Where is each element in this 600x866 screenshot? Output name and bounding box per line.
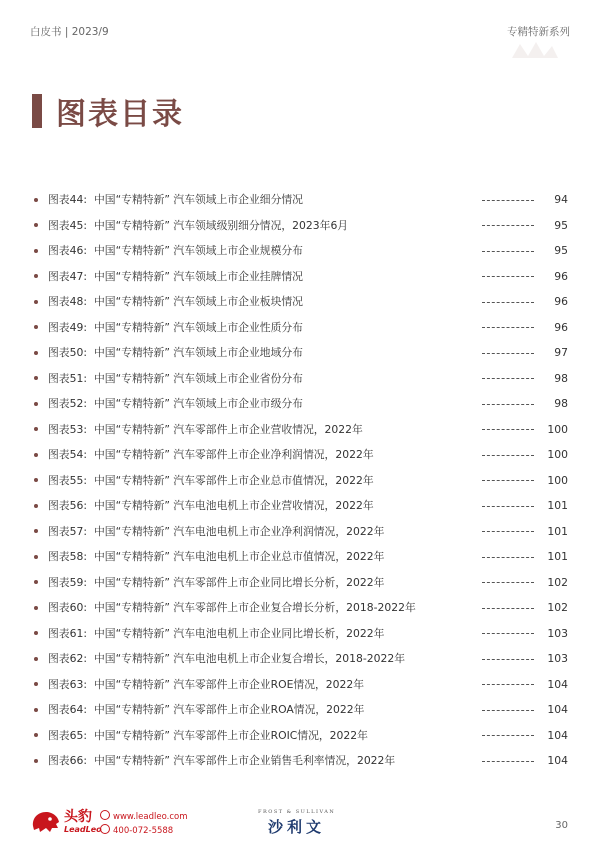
toc-page-number: 98 <box>554 371 568 385</box>
toc-item[interactable] <box>34 340 568 366</box>
bullet-icon <box>34 198 38 202</box>
toc-page-number: 100 <box>547 422 568 436</box>
toc-page-number: 95 <box>554 244 568 258</box>
toc-figure-title: 中国“专精特新” 汽车领域上市企业规模分布 <box>94 244 303 258</box>
toc-figure-number: 图表46: <box>48 244 87 258</box>
website-line <box>100 810 187 824</box>
toc-page-number: 98 <box>554 397 568 411</box>
page-title <box>32 93 184 132</box>
toc-item[interactable] <box>34 697 568 723</box>
contact-block <box>100 810 187 838</box>
leadleo-logo-cn: 头豹 <box>64 809 92 825</box>
toc-figure-number: 图表49: <box>48 320 87 334</box>
bullet-icon <box>34 631 38 635</box>
toc-item[interactable] <box>34 366 568 392</box>
toc-item[interactable] <box>34 723 568 749</box>
leadleo-logo-icon <box>30 806 62 836</box>
toc-page-number: 102 <box>547 601 568 615</box>
header-right-text: 专精特新系列 <box>507 26 570 38</box>
bullet-icon <box>34 351 38 355</box>
toc-figure-title: 中国“专精特新” 汽车领域上市企业性质分布 <box>94 320 303 334</box>
toc-figure-number: 图表55: <box>48 473 87 487</box>
toc-figure-number: 图表53: <box>48 422 87 436</box>
toc-figure-title: 中国“专精特新” 汽车零部件上市企业总市值情况，2022年 <box>94 473 374 487</box>
toc-page-number: 103 <box>547 626 568 640</box>
toc-leader <box>482 251 534 253</box>
toc-figure-number: 图表51: <box>48 371 87 385</box>
page-title-text: 图表目录 <box>56 97 184 132</box>
partner-logo-cn: 沙利文 <box>268 818 326 836</box>
toc-leader <box>482 582 534 584</box>
bullet-icon <box>34 682 38 686</box>
toc-figure-number: 图表44: <box>48 193 87 207</box>
toc-leader <box>482 378 534 380</box>
toc-leader <box>482 225 534 227</box>
toc-page-number: 100 <box>547 473 568 487</box>
toc-item[interactable] <box>34 621 568 647</box>
toc-leader <box>482 557 534 559</box>
bullet-icon <box>34 274 38 278</box>
toc-figure-title: 中国“专精特新” 汽车领域上市企业板块情况 <box>94 295 303 309</box>
toc-item[interactable] <box>34 289 568 315</box>
toc-figure-number: 图表56: <box>48 499 87 513</box>
toc-figure-number: 图表47: <box>48 269 87 283</box>
toc-figure-title: 中国“专精特新” 汽车零部件上市企业ROIC情况，2022年 <box>94 728 368 742</box>
toc-item[interactable] <box>34 748 568 774</box>
toc-figure-number: 图表61: <box>48 626 87 640</box>
toc-leader <box>482 455 534 457</box>
toc-item[interactable] <box>34 187 568 213</box>
toc-page-number: 96 <box>554 295 568 309</box>
toc-figure-number: 图表65: <box>48 728 87 742</box>
toc-page-number: 104 <box>547 728 568 742</box>
toc-leader <box>482 480 534 482</box>
bullet-icon <box>34 376 38 380</box>
toc-figure-title: 中国“专精特新” 汽车零部件上市企业ROE情况，2022年 <box>94 677 365 691</box>
bullet-icon <box>34 427 38 431</box>
toc-figure-title: 中国“专精特新” 汽车电池电机上市企业营收情况，2022年 <box>94 499 374 513</box>
toc-page-number: 96 <box>554 320 568 334</box>
toc-item[interactable] <box>34 672 568 698</box>
partner-logo-en: FROST & SULLIVAN <box>258 809 336 815</box>
toc-figure-number: 图表50: <box>48 346 87 360</box>
toc-figure-number: 图表52: <box>48 397 87 411</box>
bullet-icon <box>34 223 38 227</box>
toc-item[interactable] <box>34 238 568 264</box>
footer <box>0 800 600 850</box>
toc-item[interactable] <box>34 315 568 341</box>
phone-line <box>100 824 187 838</box>
toc-figure-number: 图表63: <box>48 677 87 691</box>
toc-leader <box>482 684 534 686</box>
toc-page-number: 104 <box>547 754 568 768</box>
toc-figure-number: 图表59: <box>48 575 87 589</box>
bullet-icon <box>34 300 38 304</box>
bullet-icon <box>34 555 38 559</box>
toc-figure-title: 中国“专精特新” 汽车零部件上市企业净利润情况，2022年 <box>94 448 374 462</box>
toc-leader <box>482 429 534 431</box>
toc-item[interactable] <box>34 417 568 443</box>
toc-figure-title: 中国“专精特新” 汽车电池电机上市企业复合增长，2018-2022年 <box>94 652 405 666</box>
leadleo-logo-en: LeadLeo <box>64 825 102 834</box>
toc-leader <box>482 353 534 355</box>
bullet-icon <box>34 733 38 737</box>
toc-page-number: 101 <box>547 499 568 513</box>
toc-figure-title: 中国“专精特新” 汽车领域上市企业地域分布 <box>94 346 303 360</box>
toc-item[interactable] <box>34 646 568 672</box>
toc-leader <box>482 506 534 508</box>
toc-page-number: 103 <box>547 652 568 666</box>
toc-figure-number: 图表62: <box>48 652 87 666</box>
toc-item[interactable] <box>34 442 568 468</box>
toc-page-number: 96 <box>554 269 568 283</box>
phone-number: 400-072-5588 <box>113 826 174 836</box>
toc-figure-number: 图表60: <box>48 601 87 615</box>
website-link[interactable]: www.leadleo.com <box>113 812 188 822</box>
toc-leader <box>482 404 534 406</box>
toc-item[interactable] <box>34 519 568 545</box>
bullet-icon <box>34 249 38 253</box>
header-left-text: 白皮书 | 2023/9 <box>30 26 109 38</box>
toc-item[interactable] <box>34 493 568 519</box>
bullet-icon <box>34 478 38 482</box>
toc-leader <box>482 200 534 202</box>
toc-figure-title: 中国“专精特新” 汽车领域上市企业市级分布 <box>94 397 303 411</box>
page-number: 30 <box>555 820 568 831</box>
toc-leader <box>482 531 534 533</box>
web-icon <box>100 810 110 820</box>
toc-figure-title: 中国“专精特新” 汽车领域级别细分情况，2023年6月 <box>94 218 349 232</box>
toc-figure-number: 图表66: <box>48 754 87 768</box>
toc-leader <box>482 761 534 763</box>
toc-item[interactable] <box>34 570 568 596</box>
toc-figure-title: 中国“专精特新” 汽车领域上市企业省份分布 <box>94 371 303 385</box>
toc-page-number: 94 <box>554 193 568 207</box>
toc-figure-number: 图表58: <box>48 550 87 564</box>
toc-page-number: 95 <box>554 218 568 232</box>
toc-item[interactable] <box>34 391 568 417</box>
toc-figure-number: 图表64: <box>48 703 87 717</box>
toc-page-number: 101 <box>547 524 568 538</box>
toc-page-number: 101 <box>547 550 568 564</box>
bullet-icon <box>34 580 38 584</box>
toc-figure-title: 中国“专精特新” 汽车零部件上市企业复合增长分析，2018-2022年 <box>94 601 416 615</box>
toc-leader <box>482 276 534 278</box>
toc-figure-number: 图表48: <box>48 295 87 309</box>
toc-leader <box>482 710 534 712</box>
bullet-icon <box>34 759 38 763</box>
toc-page-number: 104 <box>547 677 568 691</box>
toc-figure-title: 中国“专精特新” 汽车领域上市企业挂牌情况 <box>94 269 303 283</box>
toc-item[interactable] <box>34 213 568 239</box>
toc-page-number: 102 <box>547 575 568 589</box>
toc-figure-title: 中国“专精特新” 汽车电池电机上市企业同比增长析，2022年 <box>94 626 385 640</box>
toc-figure-number: 图表45: <box>48 218 87 232</box>
phone-icon <box>100 824 110 834</box>
toc-leader <box>482 608 534 610</box>
toc-figure-title: 中国“专精特新” 汽车电池电机上市企业净利润情况，2022年 <box>94 524 385 538</box>
toc-leader <box>482 633 534 635</box>
toc-figure-number: 图表57: <box>48 524 87 538</box>
bullet-icon <box>34 453 38 457</box>
watermark-icon <box>510 38 560 62</box>
bullet-icon <box>34 325 38 329</box>
toc-figure-title: 中国“专精特新” 汽车零部件上市企业销售毛利率情况，2022年 <box>94 754 396 768</box>
figure-list <box>34 187 568 774</box>
toc-figure-title: 中国“专精特新” 汽车零部件上市企业ROA情况，2022年 <box>94 703 365 717</box>
bullet-icon <box>34 529 38 533</box>
toc-leader <box>482 302 534 304</box>
toc-figure-title: 中国“专精特新” 汽车零部件上市企业同比增长分析，2022年 <box>94 575 385 589</box>
bullet-icon <box>34 606 38 610</box>
bullet-icon <box>34 504 38 508</box>
toc-item[interactable] <box>34 264 568 290</box>
toc-item[interactable] <box>34 595 568 621</box>
toc-figure-number: 图表54: <box>48 448 87 462</box>
toc-figure-title: 中国“专精特新” 汽车电池电机上市企业总市值情况，2022年 <box>94 550 385 564</box>
toc-page-number: 97 <box>554 346 568 360</box>
toc-page-number: 100 <box>547 448 568 462</box>
toc-leader <box>482 735 534 737</box>
toc-item[interactable] <box>34 468 568 494</box>
toc-figure-title: 中国“专精特新” 汽车零部件上市企业营收情况，2022年 <box>94 422 363 436</box>
bullet-icon <box>34 708 38 712</box>
bullet-icon <box>34 402 38 406</box>
bullet-icon <box>34 657 38 661</box>
toc-page-number: 104 <box>547 703 568 717</box>
toc-item[interactable] <box>34 544 568 570</box>
toc-leader <box>482 327 534 329</box>
toc-figure-title: 中国“专精特新” 汽车领域上市企业细分情况 <box>94 193 303 207</box>
toc-leader <box>482 659 534 661</box>
title-accent-bar <box>32 94 42 128</box>
